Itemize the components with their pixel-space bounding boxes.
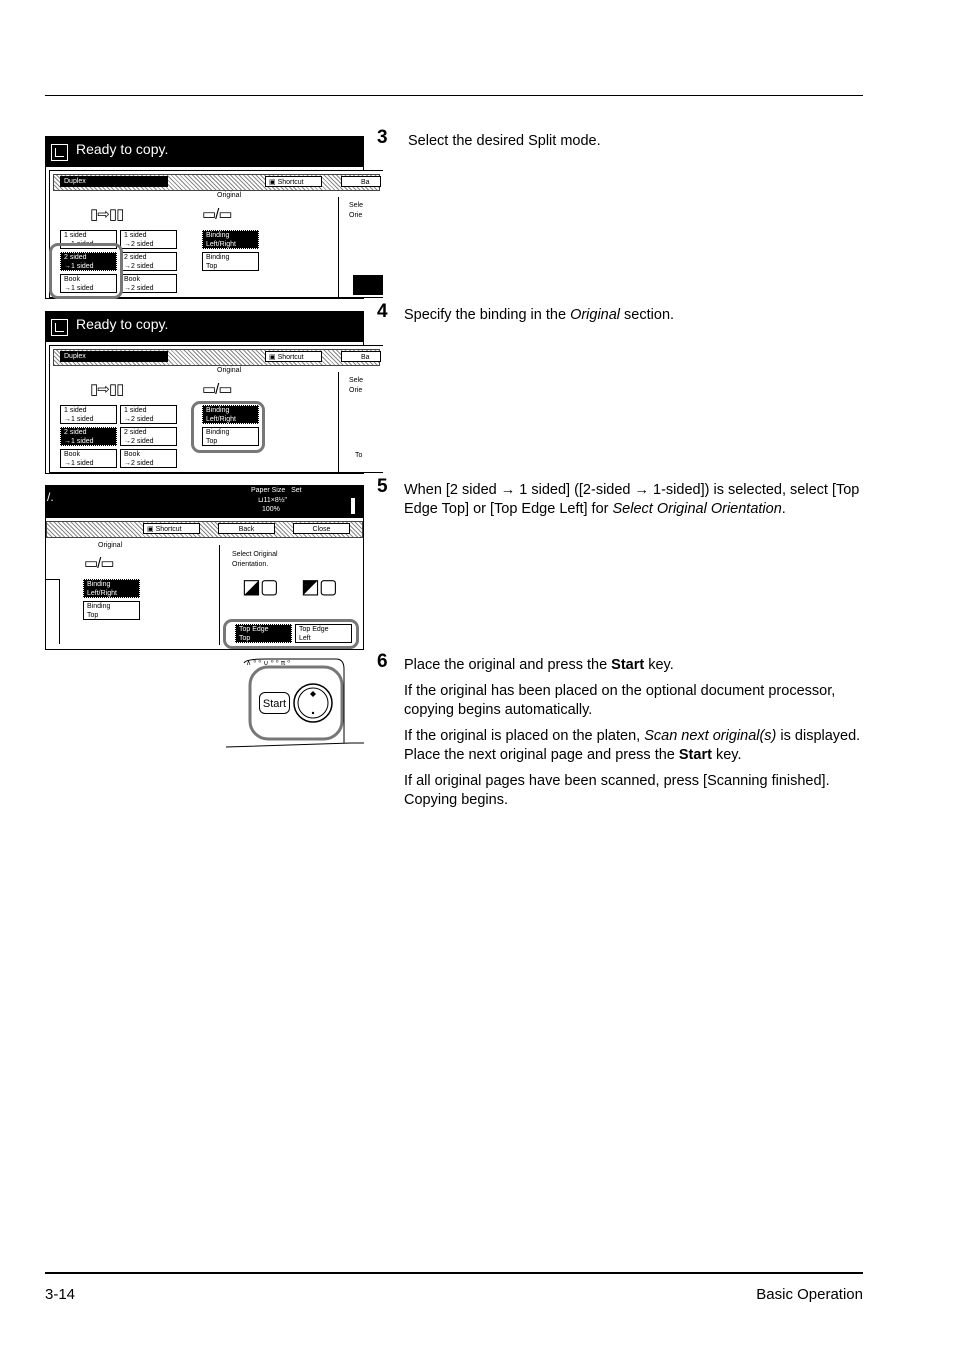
paper-size-value: ⊔11×8½"	[258, 497, 288, 504]
divider	[338, 197, 339, 297]
binding-left-right-button[interactable]: Binding Left/Right	[202, 405, 259, 424]
divider	[219, 545, 220, 645]
step-text: Select the desired Split mode.	[408, 133, 601, 149]
mode-1-to-2-button[interactable]: 1 sided →2 sided	[120, 230, 177, 249]
header-rule	[45, 95, 863, 96]
step-6	[377, 651, 863, 817]
mode-2-to-2-button[interactable]: 2 sided →2 sided	[120, 427, 177, 446]
step-text: Place the original and press the Start key.	[404, 657, 674, 673]
duplex-mode-icon: ▯⇨▯▯	[90, 381, 124, 398]
orientation-left-icon: ◩▢	[301, 576, 337, 598]
mode-2-to-1-button[interactable]: 2 sided →1 sided	[60, 252, 117, 271]
svg-text:∧ ⁰ ⁰ ∪ ⁰ ⁰ π ⁰: ∧ ⁰ ⁰ ∪ ⁰ ⁰ π ⁰	[246, 659, 291, 667]
back-button[interactable]: Ba	[341, 176, 381, 187]
step-number: 6	[377, 651, 388, 672]
tab-duplex: Duplex	[60, 176, 168, 187]
zoom-value: 100%	[262, 506, 280, 513]
binding-top-button[interactable]: Binding Top	[83, 601, 140, 620]
binding-icon: ▭/▭	[202, 381, 232, 398]
binding-left-right-button[interactable]: Binding Left/Right	[202, 230, 259, 249]
status-bar	[46, 486, 363, 518]
mode-2-to-2-button[interactable]: 2 sided →2 sided	[120, 252, 177, 271]
original-label: Original	[98, 542, 123, 549]
original-label: Original	[217, 367, 242, 374]
top-edge-button-cut[interactable]	[353, 275, 383, 295]
page-number: 3-14	[45, 1286, 76, 1303]
mode-2-to-1-button[interactable]: 2 sided →1 sided	[60, 427, 117, 446]
mode-book-to-2-button[interactable]: Book →2 sided	[120, 274, 177, 293]
highlight-ring	[49, 243, 123, 299]
step-text: When [2 sided → 1 sided] ([2-sided → 1-sided]) is selected, select [Top Edge Top] or [Top Edge Left] for Select Original Orientation.	[404, 482, 860, 517]
tab-duplex: Duplex	[60, 351, 168, 362]
back-button[interactable]: Ba	[341, 351, 381, 362]
step-3	[377, 127, 863, 158]
duplex-mode-icon: ▯⇨▯▯	[90, 206, 124, 223]
orientation-label: Orientation.	[232, 561, 269, 568]
step-number: 5	[377, 476, 388, 497]
mode-book-to-1-button[interactable]: Book →1 sided	[60, 449, 117, 468]
top-edge-button-cut[interactable]: To	[355, 452, 363, 459]
step-5	[377, 476, 863, 526]
step-number: 4	[377, 301, 388, 322]
back-button[interactable]: Back	[218, 523, 275, 534]
close-button[interactable]: Close	[293, 523, 350, 534]
highlight-ring	[191, 401, 265, 453]
binding-left-right-button[interactable]: Binding Left/Right	[83, 579, 140, 598]
control-panel-illustration	[226, 651, 366, 751]
shortcut-button[interactable]: ▣ Shortcut	[143, 523, 200, 534]
mode-book-to-2-button[interactable]: Book →2 sided	[120, 449, 177, 468]
tab-bar	[53, 174, 380, 191]
step-text: If the original is placed on the platen, Scan next original(s) is displayed. Place the next original page and press the Start key.	[404, 728, 861, 763]
select-text-cut: Sele	[349, 377, 364, 384]
screen-binding	[45, 311, 370, 474]
step-4	[377, 301, 863, 332]
mode-1-to-2-button[interactable]: 1 sided →2 sided	[120, 405, 177, 424]
mode-book-to-1-button[interactable]: Book →1 sided	[60, 274, 117, 293]
top-edge-top-button[interactable]: Top Edge Top	[235, 624, 292, 643]
shortcut-button[interactable]: ▣ Shortcut	[265, 351, 322, 362]
screen-orientation	[45, 485, 364, 650]
orientation-text-cut: Orie	[349, 212, 363, 219]
tab-bar	[53, 349, 380, 366]
binding-top-button[interactable]: Binding Top	[202, 252, 259, 271]
step-number: 3	[377, 127, 388, 148]
original-label: Original	[217, 192, 242, 199]
status-text-cut: /.	[47, 490, 54, 504]
divider	[338, 372, 339, 472]
copy-icon	[51, 319, 68, 336]
highlight-ring	[223, 619, 359, 649]
paper-size-label: Paper Size Set	[251, 487, 302, 494]
step-text: If the original has been placed on the optional document processor, copying begins automatically.	[404, 683, 836, 718]
binding-icon: ▭/▭	[202, 206, 232, 223]
screen-split-mode	[45, 136, 370, 299]
top-edge-left-button[interactable]: Top Edge Left	[295, 624, 352, 643]
mode-1-to-1-button[interactable]: 1 sided →1 sided	[60, 230, 117, 249]
copies-indicator	[351, 498, 355, 514]
select-text-cut: Sele	[349, 202, 364, 209]
select-orientation-label: Select Original	[232, 551, 278, 558]
orientation-top-icon: ◪▢	[242, 576, 278, 598]
shortcut-button[interactable]: ▣ Shortcut	[265, 176, 322, 187]
footer-rule	[45, 1272, 863, 1274]
status-text: Ready to copy.	[76, 316, 169, 332]
status-text: Ready to copy.	[76, 141, 169, 157]
mode-buttons-cut	[46, 579, 60, 644]
binding-icon: ▭/▭	[84, 555, 114, 572]
status-bar	[46, 137, 363, 167]
step-text: If all original pages have been scanned, press [Scanning finished]. Copying begins.	[404, 773, 830, 808]
binding-top-button[interactable]: Binding Top	[202, 427, 259, 446]
start-key[interactable]: Start	[259, 692, 290, 714]
step-text: Specify the binding in the Original section.	[404, 307, 675, 323]
tab-bar	[46, 521, 363, 538]
orientation-text-cut: Orie	[349, 387, 363, 394]
copy-icon	[51, 144, 68, 161]
section-title: Basic Operation	[756, 1286, 863, 1303]
mode-1-to-1-button[interactable]: 1 sided →1 sided	[60, 405, 117, 424]
status-bar	[46, 312, 363, 342]
